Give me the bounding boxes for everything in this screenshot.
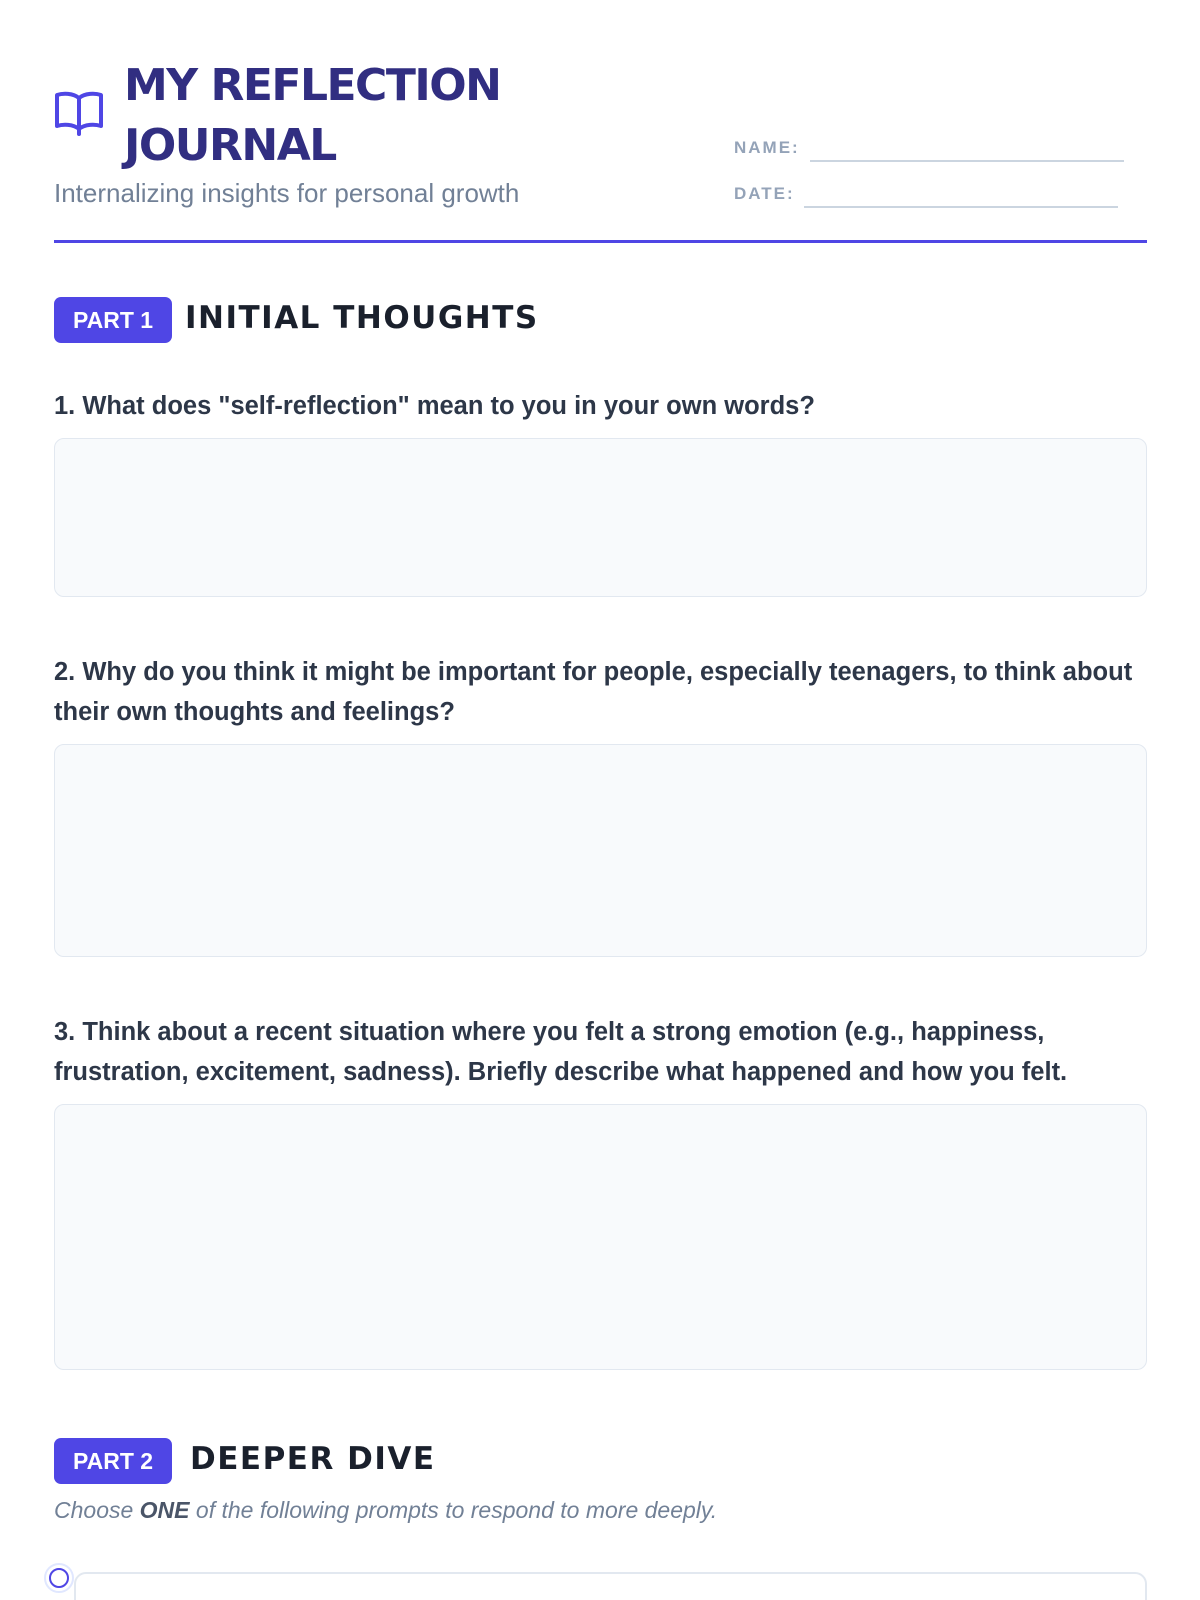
- answer-box-1[interactable]: [54, 438, 1147, 597]
- page-subtitle: Internalizing insights for personal growth: [54, 178, 520, 208]
- page-title: MY REFLECTION JOURNAL: [124, 60, 501, 171]
- answer-box-3[interactable]: [54, 1104, 1147, 1370]
- answer-box-2[interactable]: [54, 744, 1147, 957]
- instruction-suffix: of the following prompts to respond to more deeply.: [189, 1497, 718, 1523]
- part2-title: DEEPER DIVE: [190, 1441, 436, 1477]
- name-field[interactable]: [734, 80, 1134, 157]
- date-line[interactable]: [804, 206, 1118, 208]
- part2-instruction: [54, 1497, 717, 1524]
- prompt-option-radio[interactable]: [44, 1563, 74, 1593]
- instruction-emphasis: ONE: [139, 1497, 190, 1523]
- part2-badge: PART 2: [54, 1438, 172, 1484]
- prompt-option-card[interactable]: [74, 1572, 1147, 1600]
- book-icon: [54, 90, 104, 136]
- date-field[interactable]: [734, 126, 1134, 203]
- question-3: 3. Think about a recent situation where you felt a strong emotion (e.g., happiness, frustration, excitement, sadness). Briefly describe what happened and how you felt.: [54, 1018, 1068, 1086]
- name-label: NAME:: [734, 138, 800, 157]
- part1-title: INITIAL THOUGHTS: [185, 300, 539, 336]
- question-2: 2. Why do you think it might be important for people, especially teenagers, to think about their own thoughts and feelings?: [54, 658, 1133, 726]
- instruction-prefix: Choose: [54, 1497, 140, 1523]
- question-1: 1. What does "self-reflection" mean to you in your own words?: [54, 392, 815, 420]
- header-divider: [54, 240, 1147, 243]
- part1-badge: PART 1: [54, 297, 172, 343]
- date-label: DATE:: [734, 184, 795, 203]
